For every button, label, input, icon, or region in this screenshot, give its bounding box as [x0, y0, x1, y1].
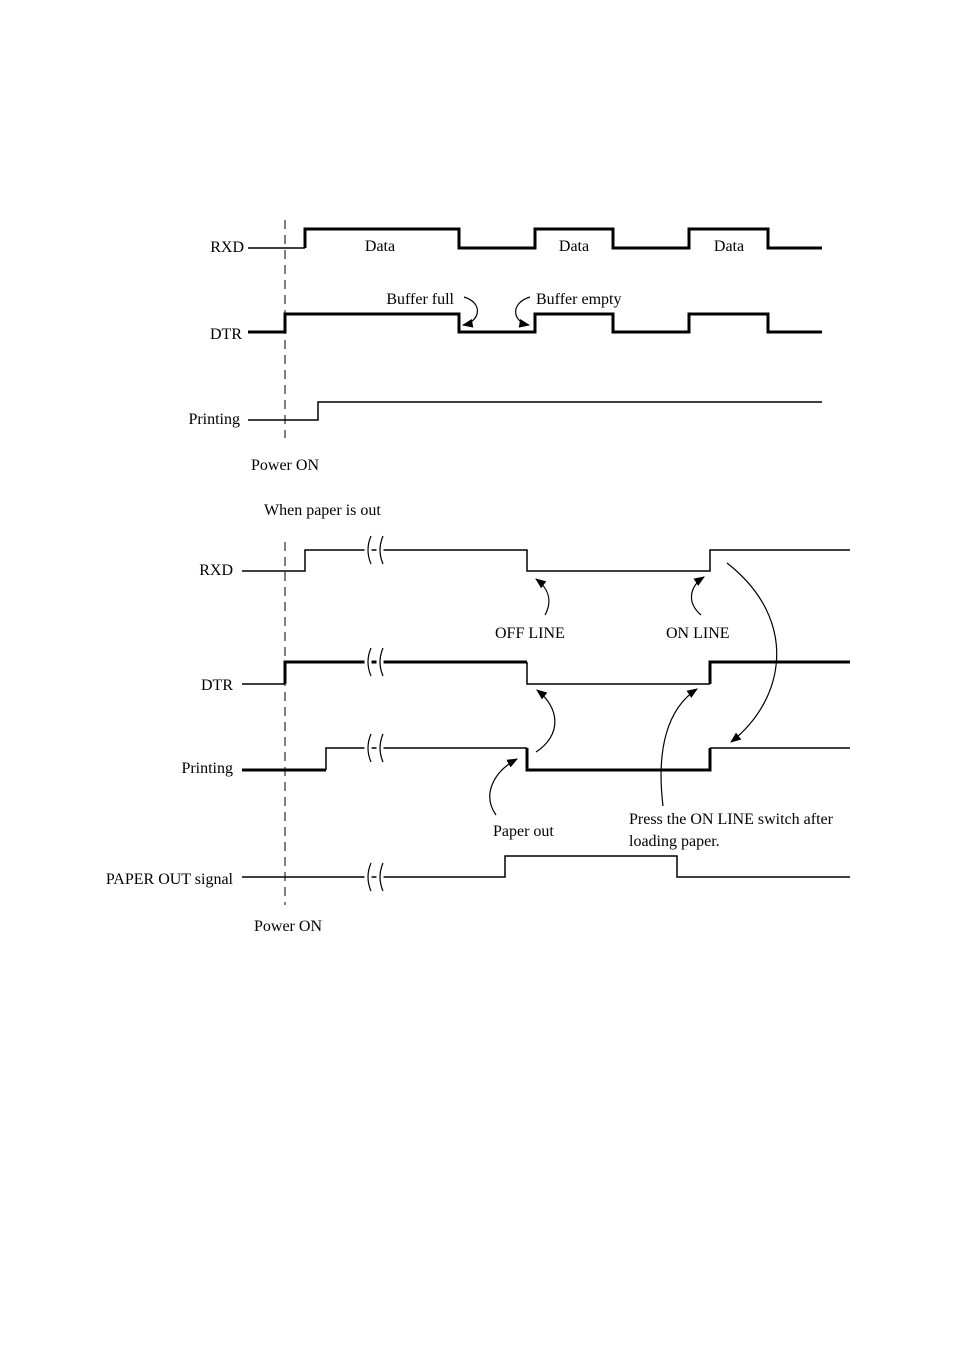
dtr-waveform-2-offline	[527, 662, 710, 684]
dtr-label: DTR	[210, 326, 242, 343]
rxd-label: RXD	[210, 239, 244, 256]
dtr-label-2: DTR	[201, 677, 233, 694]
on-line-arrow	[691, 577, 704, 615]
paper-out-timing-diagram	[106, 502, 850, 935]
printing-label-2: Printing	[181, 760, 233, 777]
press-online-label-line2: loading paper.	[629, 833, 720, 850]
power-on-label: Power ON	[251, 457, 319, 474]
press-online-to-dtr-arrow	[661, 689, 697, 806]
dtr-waveform-2-online	[710, 662, 850, 684]
buffer-full-arrow	[463, 297, 477, 325]
printing-waveform-2-stopped	[527, 748, 710, 770]
data-label-3: Data	[713, 238, 745, 255]
data-label-2: Data	[558, 238, 590, 255]
dtr-waveform-2	[285, 662, 527, 684]
paper-out-signal-waveform	[242, 856, 850, 877]
printing-waveform-2	[326, 748, 527, 770]
printing-waveform	[248, 402, 822, 420]
buffer-full-label: Buffer full	[386, 291, 454, 308]
rxd-to-printing-arrow	[727, 563, 777, 742]
buffer-empty-label: Buffer empty	[536, 291, 622, 308]
off-line-arrow	[536, 579, 549, 615]
paper-out-label: Paper out	[493, 823, 554, 840]
paper-out-signal-label: PAPER OUT signal	[105, 871, 233, 888]
data-label-1: Data	[364, 238, 396, 255]
diagram2-title: When paper is out	[264, 502, 381, 519]
paper-out-to-dtr-arrow	[536, 690, 555, 752]
rxd-label-2: RXD	[199, 562, 233, 579]
rxd-waveform-2	[242, 550, 850, 571]
power-on-label-2: Power ON	[254, 918, 322, 935]
paper-out-arrow	[490, 759, 517, 815]
normal-timing-diagram	[188, 220, 822, 474]
off-line-label: OFF LINE	[495, 625, 565, 642]
printing-label: Printing	[188, 411, 240, 428]
press-online-label-line1: Press the ON LINE switch after	[629, 811, 833, 828]
on-line-label: ON LINE	[666, 625, 730, 642]
buffer-empty-arrow	[516, 297, 530, 325]
dtr-waveform	[248, 314, 822, 332]
